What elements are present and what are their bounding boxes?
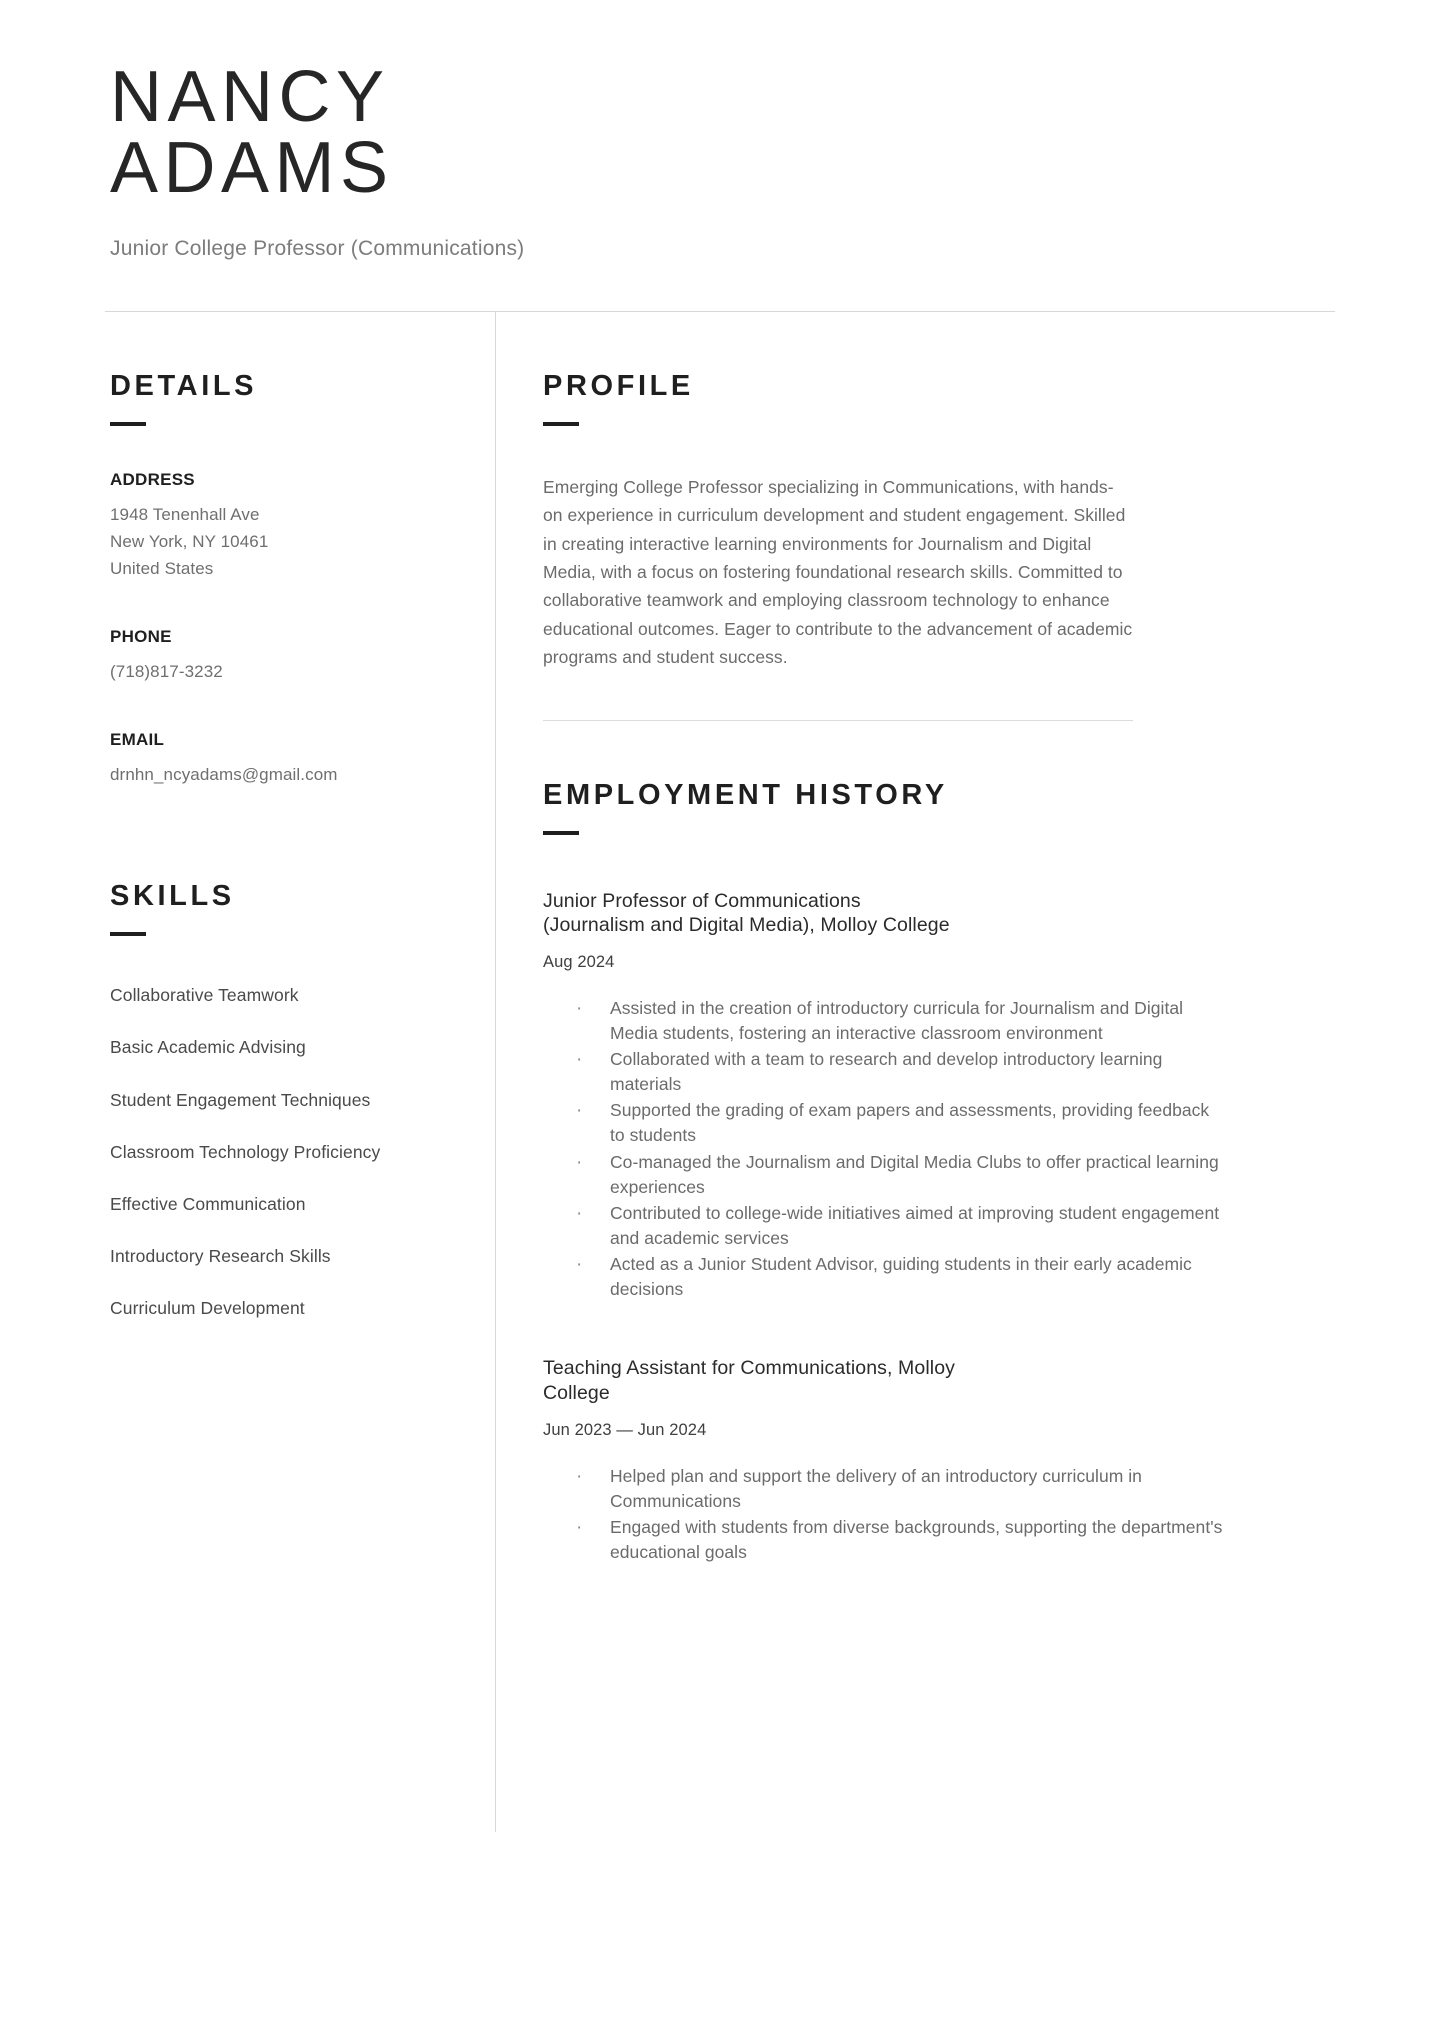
phone-block	[110, 627, 495, 686]
profile-heading: PROFILE	[543, 370, 694, 403]
employment-section	[543, 779, 1335, 1565]
profile-text: Emerging College Professor specializing in Communications, with hands-on experience in curriculum development and student engagement. Skilled in creating interactive learning environments for Journalism and Digital Media, with a focus on fostering foundational research skills. Committed to collaborative teamwork and employing classroom technology to enhance educational outcomes. Eager to contribute to the advancement of academic programs and student success.	[543, 477, 1133, 668]
skill-item: Classroom Technology Proficiency	[110, 1141, 381, 1162]
job-bullet: · Assisted in the creation of introductory curricula for Journalism and Digital Media students, fostering an interactive classroom environment	[572, 996, 1225, 1046]
employment-list	[543, 889, 1335, 1565]
job-bullet: · Helped plan and support the delivery of an introductory curriculum in Communications	[572, 1464, 1225, 1514]
skills-heading: SKILLS	[110, 880, 235, 913]
job-bullet: · Supported the grading of exam papers and assessments, providing feedback to students	[572, 1098, 1225, 1148]
details-heading: DETAILS	[110, 370, 258, 403]
skills-heading-bar	[110, 932, 146, 936]
job-bullet: · Contributed to college-wide initiatives aimed at improving student engagement and academic services	[572, 1201, 1225, 1251]
job-bullet-list	[543, 996, 1335, 1301]
left-column	[105, 312, 495, 1832]
skill-item: Student Engagement Techniques	[110, 1089, 371, 1110]
skills-section	[110, 880, 495, 1320]
job-bullet: · Engaged with students from diverse backgrounds, supporting the department's educational goals	[572, 1515, 1225, 1565]
job-title: Teaching Assistant for Communications, Molloy College	[543, 1356, 956, 1404]
address-block	[110, 470, 495, 583]
profile-section	[543, 370, 1335, 671]
profile-divider	[543, 720, 1133, 721]
first-name: NANCY	[110, 57, 390, 137]
resume-body	[105, 312, 1335, 1832]
phone-value: (718)817-3232	[110, 661, 223, 681]
candidate-job-title: Junior College Professor (Communications)	[110, 237, 525, 261]
email-label: EMAIL	[110, 729, 165, 749]
address-line-1: 1948 Tenenhall Ave	[110, 505, 260, 525]
address-line-2: New York, NY 10461	[110, 531, 269, 551]
job-bullet: · Co-managed the Journalism and Digital Media Clubs to offer practical learning experiences	[572, 1150, 1225, 1200]
skill-item: Introductory Research Skills	[110, 1245, 331, 1266]
job-title: Junior Professor of Communications (Journalism and Digital Media), Molloy College	[543, 889, 950, 937]
job-bullet-list	[543, 1464, 1335, 1565]
job-date: Aug 2024	[543, 953, 615, 972]
resume-header	[105, 57, 1335, 261]
skill-item: Effective Communication	[110, 1193, 306, 1214]
skill-item: Basic Academic Advising	[110, 1037, 306, 1058]
employment-heading: EMPLOYMENT HISTORY	[543, 778, 948, 811]
skills-list	[110, 984, 495, 1320]
right-column	[496, 312, 1335, 1832]
job-entry	[543, 889, 1335, 1302]
profile-heading-bar	[543, 422, 579, 426]
address-value	[110, 502, 495, 583]
employment-heading-bar	[543, 831, 579, 835]
job-bullet: · Acted as a Junior Student Advisor, guiding students in their early academic decisions	[572, 1252, 1225, 1302]
skill-item: Collaborative Teamwork	[110, 985, 299, 1006]
email-value: drnhn_ncyadams@gmail.com	[110, 764, 338, 784]
details-heading-bar	[110, 422, 146, 426]
candidate-name	[110, 57, 1335, 208]
email-block	[110, 730, 495, 789]
job-date: Jun 2023 — Jun 2024	[543, 1420, 707, 1439]
phone-label: PHONE	[110, 626, 172, 646]
address-label: ADDRESS	[110, 470, 195, 490]
job-bullet: · Collaborated with a team to research and develop introductory learning materials	[572, 1047, 1225, 1097]
job-entry	[543, 1356, 1335, 1565]
last-name: ADAMS	[110, 127, 394, 208]
skill-item: Curriculum Development	[110, 1297, 305, 1318]
details-section	[110, 370, 495, 788]
address-line-3: United States	[110, 558, 214, 578]
